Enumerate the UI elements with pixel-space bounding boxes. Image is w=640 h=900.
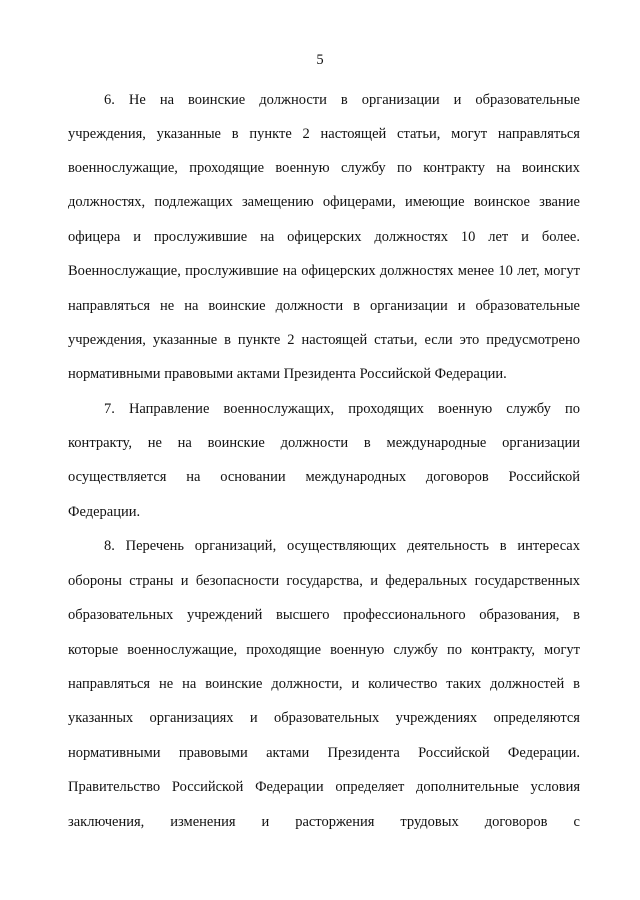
- word: проходящие: [189, 160, 265, 176]
- word: проходящие: [246, 642, 322, 658]
- word: офицерами,: [322, 194, 396, 210]
- word: направляться: [497, 126, 580, 142]
- word: не: [147, 435, 162, 451]
- word: осуществляется: [68, 469, 167, 485]
- word: организации: [361, 92, 440, 108]
- text-line-3: [68, 158, 580, 178]
- text-line-1: [104, 90, 580, 110]
- word: должности,: [271, 676, 343, 692]
- text-line-11: [68, 433, 580, 453]
- word: Президента: [283, 366, 360, 382]
- word: Правительство: [68, 779, 161, 795]
- word: правовыми: [178, 745, 248, 761]
- word: учреждений: [187, 607, 263, 623]
- word: заключения,: [68, 814, 145, 830]
- word: статьи,: [374, 332, 418, 348]
- word: на: [282, 263, 297, 279]
- word: могут: [544, 642, 580, 658]
- word: на: [184, 298, 199, 314]
- word: организации: [369, 298, 448, 314]
- word: офицера: [68, 229, 121, 245]
- word: на: [159, 92, 175, 108]
- word: могут: [543, 263, 580, 279]
- word: деятельность: [407, 538, 489, 554]
- word: более.: [541, 229, 580, 245]
- word: организациях: [149, 710, 234, 726]
- word: учреждения,: [68, 126, 146, 142]
- word: пункте: [237, 332, 281, 348]
- word: должностях: [374, 229, 448, 245]
- word: указанные: [156, 126, 221, 142]
- word: это: [459, 332, 480, 348]
- word: условия: [530, 779, 580, 795]
- word: 10: [460, 229, 476, 245]
- word: Не: [128, 92, 146, 108]
- word: и: [261, 814, 270, 830]
- word: осуществляющих: [286, 538, 397, 554]
- word: должностях,: [68, 194, 146, 210]
- word: и: [521, 229, 529, 245]
- text-line-6: [68, 261, 580, 281]
- word: в: [499, 538, 507, 554]
- word: организаций,: [194, 538, 277, 554]
- word: Российской: [418, 745, 490, 761]
- word: контракту,: [471, 642, 535, 658]
- word: 2: [287, 332, 295, 348]
- word: договоров: [425, 469, 489, 485]
- word: по: [396, 160, 412, 176]
- word: и: [249, 710, 258, 726]
- word: воинские: [188, 92, 246, 108]
- word: подлежащих: [154, 194, 233, 210]
- word: государства,: [286, 573, 363, 589]
- word: и: [457, 298, 466, 314]
- word: замещению: [241, 194, 314, 210]
- word: должности: [259, 92, 327, 108]
- word: воинские: [207, 435, 265, 451]
- word: Федерации.: [434, 366, 507, 382]
- word: пункте: [249, 126, 292, 142]
- word: в: [573, 607, 580, 623]
- word: офицерских: [287, 229, 362, 245]
- word: военную: [275, 160, 330, 176]
- word: 6.: [104, 92, 115, 108]
- word: воинские: [208, 298, 266, 314]
- word: Федерации.: [68, 504, 141, 520]
- word: обороны: [68, 573, 122, 589]
- text-line-10: [104, 399, 580, 419]
- word: настоящей: [320, 126, 387, 142]
- word: дополнительные: [416, 779, 519, 795]
- word: указанные: [152, 332, 218, 348]
- word: Федерации.: [507, 745, 580, 761]
- word: количество: [368, 676, 438, 692]
- text-line-20: [68, 743, 580, 763]
- word: в: [363, 435, 371, 451]
- word: не: [160, 298, 175, 314]
- word: и: [351, 676, 360, 692]
- text-line-21: [68, 777, 580, 797]
- word: контракту,: [68, 435, 132, 451]
- text-line-7: [68, 296, 580, 316]
- word: на: [260, 229, 275, 245]
- word: на: [182, 676, 197, 692]
- word: в: [340, 92, 348, 108]
- word: на: [186, 469, 201, 485]
- word: звание: [539, 194, 580, 210]
- word: контракту: [423, 160, 486, 176]
- word: Российской: [359, 366, 435, 382]
- word: военнослужащие,: [127, 642, 238, 658]
- text-line-14: [104, 536, 580, 556]
- word: по: [564, 401, 580, 417]
- word: определяются: [493, 710, 580, 726]
- word: 8.: [104, 538, 115, 554]
- word: воинские: [205, 676, 263, 692]
- word: в: [353, 298, 360, 314]
- text-line-8: [68, 330, 580, 350]
- word: изменения: [170, 814, 236, 830]
- word: указанных: [68, 710, 134, 726]
- text-line-16: [68, 605, 580, 625]
- word: федеральных: [385, 573, 468, 589]
- word: 2: [302, 126, 310, 142]
- text-line-19: [68, 708, 580, 728]
- word: должностях: [379, 263, 454, 279]
- word: международные: [386, 435, 487, 451]
- word: менее: [457, 263, 495, 279]
- word: Направление: [128, 401, 210, 417]
- word: образовательные: [475, 92, 580, 108]
- word: актами: [236, 366, 284, 382]
- word: службу: [393, 642, 438, 658]
- text-line-12: [68, 467, 580, 487]
- word: в: [231, 126, 239, 142]
- word: направляться: [68, 676, 151, 692]
- word: международных: [305, 469, 407, 485]
- text-line-5: [68, 227, 580, 247]
- text-line-17: [68, 640, 580, 660]
- word: которые: [68, 642, 119, 658]
- word: нормативными: [68, 366, 165, 382]
- word: Президента: [327, 745, 400, 761]
- word: Перечень: [125, 538, 184, 554]
- word: образовательных: [68, 607, 174, 623]
- word: Военнослужащие,: [68, 263, 181, 279]
- word: основании: [220, 469, 286, 485]
- word: службу: [506, 401, 551, 417]
- word: образовательных: [274, 710, 380, 726]
- word: воинское: [473, 194, 530, 210]
- word: учреждения,: [68, 332, 146, 348]
- text-line-22: [68, 812, 580, 832]
- word: расторжения: [295, 814, 375, 830]
- word: настоящей: [301, 332, 368, 348]
- word: с: [573, 814, 580, 830]
- word: нормативными: [68, 745, 161, 761]
- word: лет: [488, 229, 509, 245]
- word: высшего: [276, 607, 330, 623]
- word: службу: [340, 160, 386, 176]
- word: имеющие: [405, 194, 465, 210]
- word: организации: [502, 435, 580, 451]
- word: трудовых: [400, 814, 459, 830]
- word: образования,: [479, 607, 560, 623]
- word: Российской: [508, 469, 580, 485]
- text-line-2: [68, 124, 580, 144]
- word: статьи,: [397, 126, 441, 142]
- word: должности: [280, 435, 349, 451]
- word: направляться: [68, 298, 151, 314]
- word: безопасности: [195, 573, 280, 589]
- word: военнослужащих,: [223, 401, 335, 417]
- word: Федерации: [255, 779, 324, 795]
- text-line-18: [68, 674, 580, 694]
- word: и: [180, 573, 189, 589]
- word: не: [158, 676, 174, 692]
- word: военную: [437, 401, 493, 417]
- word: определяет: [335, 779, 405, 795]
- word: и: [133, 229, 141, 245]
- word: предусмотрено: [486, 332, 580, 348]
- word: 7.: [104, 401, 115, 417]
- word: таких: [446, 676, 482, 692]
- word: профессионального: [343, 607, 466, 623]
- word: в: [573, 676, 580, 692]
- text-line-13: [68, 502, 580, 522]
- word: в: [224, 332, 231, 348]
- word: если: [424, 332, 453, 348]
- word: офицерских: [301, 263, 376, 279]
- word: государственных: [474, 573, 580, 589]
- word: 10: [498, 263, 513, 279]
- word: на: [496, 160, 511, 176]
- text-line-9: [68, 364, 580, 384]
- word: должностей: [490, 676, 565, 692]
- word: Российской: [171, 779, 244, 795]
- page-number: 5: [316, 52, 324, 68]
- word: лет,: [517, 263, 540, 279]
- text-line-15: [68, 571, 580, 591]
- word: военную: [330, 642, 385, 658]
- word: прослужившие: [153, 229, 248, 245]
- word: по: [446, 642, 462, 658]
- word: учреждениях: [395, 710, 478, 726]
- word: могут: [451, 126, 488, 142]
- word: страны: [129, 573, 174, 589]
- text-line-4: [68, 192, 580, 212]
- word: проходящих: [348, 401, 424, 417]
- word: прослужившие: [185, 263, 279, 279]
- word: образовательные: [475, 298, 580, 314]
- word: должности: [275, 298, 344, 314]
- word: актами: [266, 745, 310, 761]
- word: на: [177, 435, 192, 451]
- word: правовыми: [164, 366, 237, 382]
- word: договоров: [484, 814, 548, 830]
- word: и: [370, 573, 379, 589]
- word: интересах: [517, 538, 580, 554]
- word: и: [453, 92, 462, 108]
- word: военнослужащие,: [68, 160, 178, 176]
- word: воинских: [521, 160, 580, 176]
